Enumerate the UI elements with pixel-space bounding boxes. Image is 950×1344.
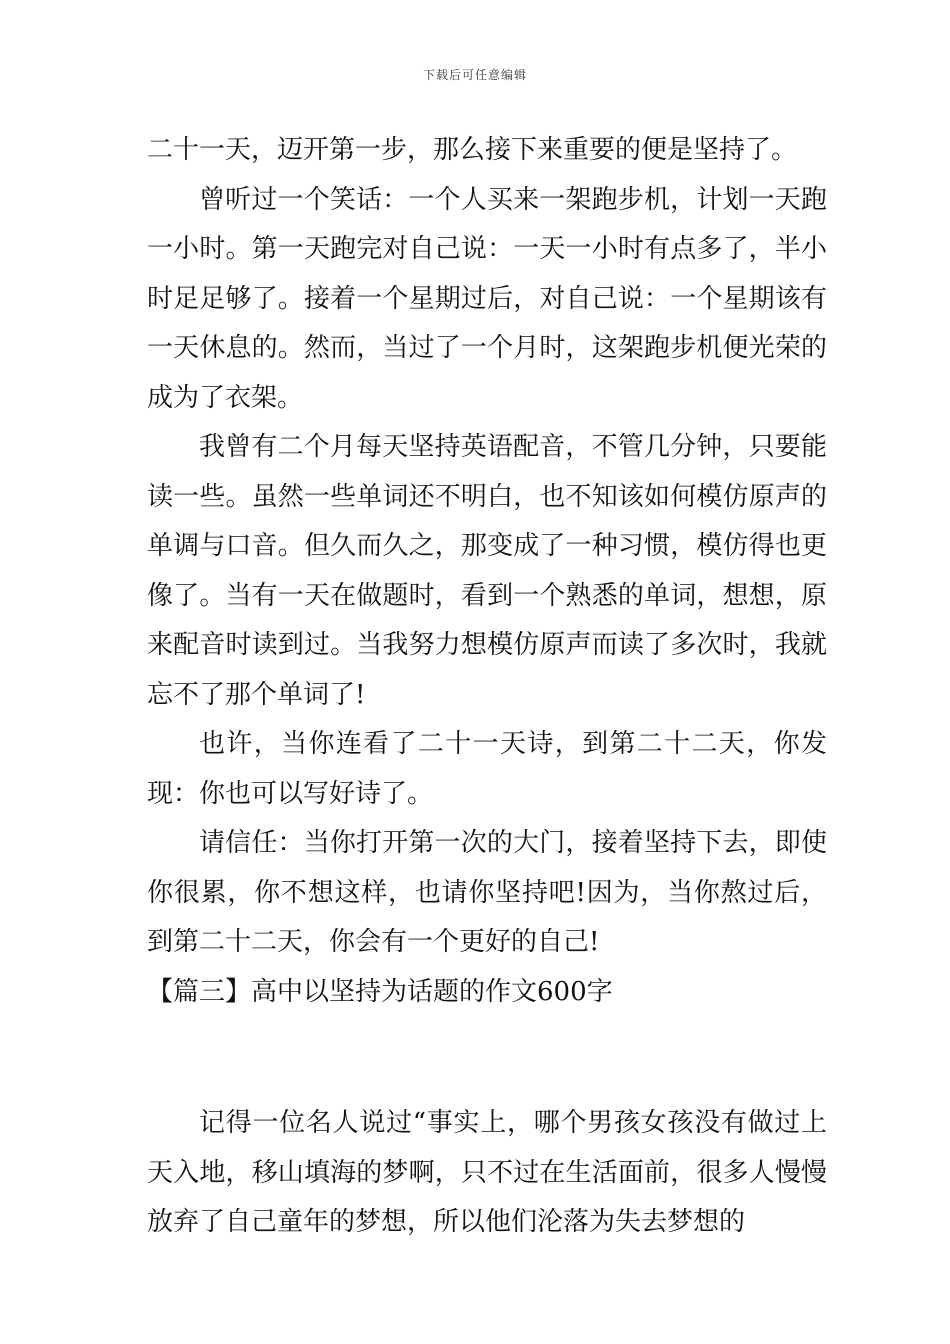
section-spacer [147,1017,827,1099]
paragraph-poetry: 也许，当你连看了二十一天诗，到第二十二天，你发现：你也可以写好诗了。 [147,729,827,809]
paragraph-continuation: 二十一天，迈开第一步，那么接下来重要的便是坚持了。 [147,135,798,165]
section-heading: 【篇三】高中以坚持为话题的作文600字 [147,976,613,1007]
paragraph-english-dubbing: 我曾有二个月每天坚持英语配音，不管几分钟，只要能读一些。虽然一些单词还不明白，也不知该如何模仿原声的单调与口音。但久而久之，那变成了一种习惯，模仿得也更像了。当有一天在做题时，看到一个熟悉的单词，想想，原来配音时读到过。当我努力想模仿原声而读了多次时，我就忘不了那个单词了! [147,432,827,710]
page-header: 下载后可任意编辑 [422,68,527,82]
paragraph-treadmill-joke: 曾听过一个笑话：一个人买来一架跑步机，计划一天跑一小时。第一天跑完对自己说：一天一小时有点多了，半小时足足够了。接着一个星期过后，对自己说：一个星期该有一天休息的。然而，当过了一个月时，这架跑步机便光荣的成为了衣架。 [147,184,827,413]
paragraph-famous-quote: 记得一位名人说过“事实上，哪个男孩女孩没有做过上天入地，移山填海的梦啊，只不过在生活面前，很多人慢慢放弃了自己童年的梦想，所以他们沦落为失去梦想的 [147,1108,827,1237]
paragraph-trust: 请信任：当你打开第一次的大门，接着坚持下去，即使你很累，你不想这样，也请你坚持吧!因为，当你熬过后，到第二十二天，你会有一个更好的自己! [147,828,827,957]
document-body [147,126,827,1248]
